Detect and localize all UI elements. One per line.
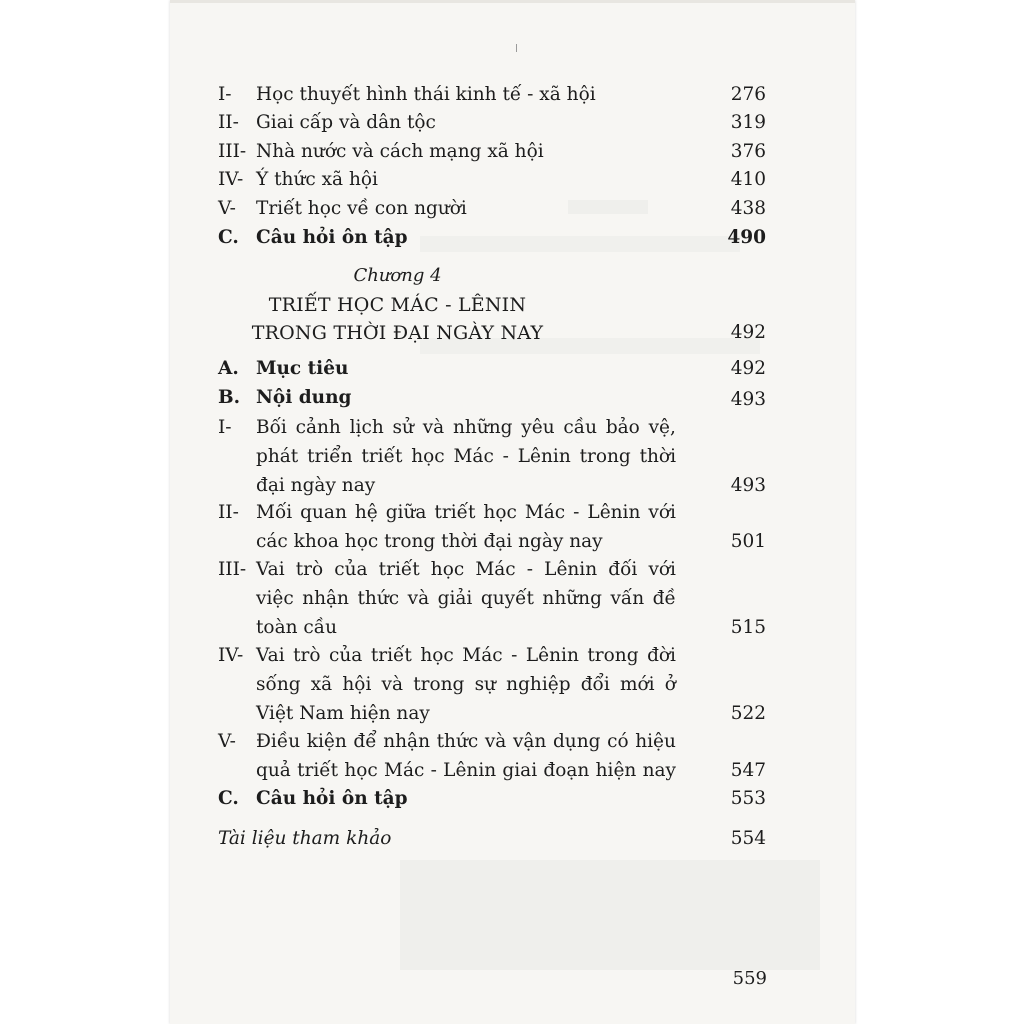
toc-line: Vai trò của triết học Mác - Lênin đối với <box>256 559 676 580</box>
references-title: Tài liệu tham khảo <box>218 828 392 849</box>
toc-entry-title <box>256 498 676 556</box>
toc-entry-page: 492 <box>730 358 766 379</box>
toc-entry-title <box>256 641 676 728</box>
toc-line: Bối cảnh lịch sử và những yêu cầu bảo vệ, <box>256 417 676 438</box>
toc-entry-number: I- <box>218 84 232 105</box>
toc-entry-number: B. <box>218 387 241 408</box>
toc-entry-title: Học thuyết hình thái kinh tế - xã hội <box>256 84 596 105</box>
chapter-label: Chương 4 <box>353 265 442 286</box>
book-page <box>170 0 855 1024</box>
toc-entry-number: I- <box>218 417 232 438</box>
toc-entry-page: 554 <box>730 828 766 849</box>
toc-entry-title: Câu hỏi ôn tập <box>256 227 408 248</box>
toc-line: sống xã hội và trong sự nghiệp đổi mới ở <box>256 674 676 695</box>
toc-entry-page: 493 <box>730 475 766 496</box>
toc-entry-page: 501 <box>730 531 766 552</box>
toc-entry-number: C. <box>218 788 239 809</box>
toc-entry-number: III- <box>218 559 247 580</box>
toc-entry-title: Ý thức xã hội <box>256 169 378 190</box>
toc-line: Việt Nam hiện nay <box>256 703 430 724</box>
toc-entry-title: Giai cấp và dân tộc <box>256 112 436 133</box>
toc-entry-page: 376 <box>730 141 766 162</box>
toc-section[interactable] <box>218 727 766 785</box>
toc-entry-title <box>256 413 676 500</box>
toc-line: Vai trò của triết học Mác - Lênin trong đời <box>256 645 676 666</box>
toc-entry-page: 490 <box>727 227 766 248</box>
toc-line: việc nhận thức và giải quyết những vấn đề <box>256 588 676 609</box>
toc-line: phát triển triết học Mác - Lênin trong thời <box>256 446 676 467</box>
toc-entry-number: III- <box>218 141 247 162</box>
chapter-title-line2: TRONG THỜI ĐẠI NGÀY NAY <box>251 322 544 344</box>
toc-entry-title: Câu hỏi ôn tập <box>256 788 408 809</box>
toc-section[interactable] <box>218 413 766 500</box>
page-edge <box>170 0 855 3</box>
toc-section[interactable] <box>218 498 766 556</box>
toc-line: Điều kiện để nhận thức và vận dụng có hiệu <box>256 731 676 752</box>
toc-entry-page: 493 <box>730 389 766 410</box>
toc-entry-number: A. <box>218 358 239 379</box>
bleed-through <box>400 860 820 970</box>
toc-entry-number: V- <box>218 198 236 219</box>
chapter-title-line1: TRIẾT HỌC MÁC - LÊNIN <box>268 294 527 316</box>
toc-entry-title: Nhà nước và cách mạng xã hội <box>256 141 544 162</box>
toc-entry-page: 276 <box>730 84 766 105</box>
toc-entry-page: 319 <box>730 112 766 133</box>
toc-entry-page: 410 <box>730 169 766 190</box>
page-number: 559 <box>732 968 767 989</box>
toc-entry-page: 515 <box>730 617 766 638</box>
toc-entry-number: V- <box>218 731 236 752</box>
toc-line: các khoa học trong thời đại ngày nay <box>256 531 603 552</box>
toc-entry-page: 492 <box>730 322 766 343</box>
toc-entry-title: Mục tiêu <box>256 358 349 379</box>
toc-entry-title <box>256 727 676 785</box>
toc-entry-number: C. <box>218 227 239 248</box>
toc-line: toàn cầu <box>256 617 338 638</box>
toc-section[interactable] <box>218 555 766 642</box>
print-mark <box>516 44 517 52</box>
toc-entry-title: Triết học về con người <box>256 198 467 219</box>
toc-entry-page: 553 <box>730 788 766 809</box>
toc-entry-title: Nội dung <box>256 387 352 408</box>
toc-entry-page: 547 <box>730 760 766 781</box>
toc-entry-number: IV- <box>218 645 244 666</box>
toc-entry-title <box>256 555 676 642</box>
toc-entry-number: II- <box>218 502 239 523</box>
toc-entry-number: II- <box>218 112 239 133</box>
toc-line: Mối quan hệ giữa triết học Mác - Lênin với <box>256 502 676 523</box>
toc-entry-page: 438 <box>730 198 766 219</box>
toc-line: quả triết học Mác - Lênin giai đoạn hiện nay <box>256 760 676 781</box>
toc-entry-page: 522 <box>730 703 766 724</box>
toc-line: đại ngày nay <box>256 475 376 496</box>
toc-section[interactable] <box>218 641 766 728</box>
toc-entry-number: IV- <box>218 169 244 190</box>
